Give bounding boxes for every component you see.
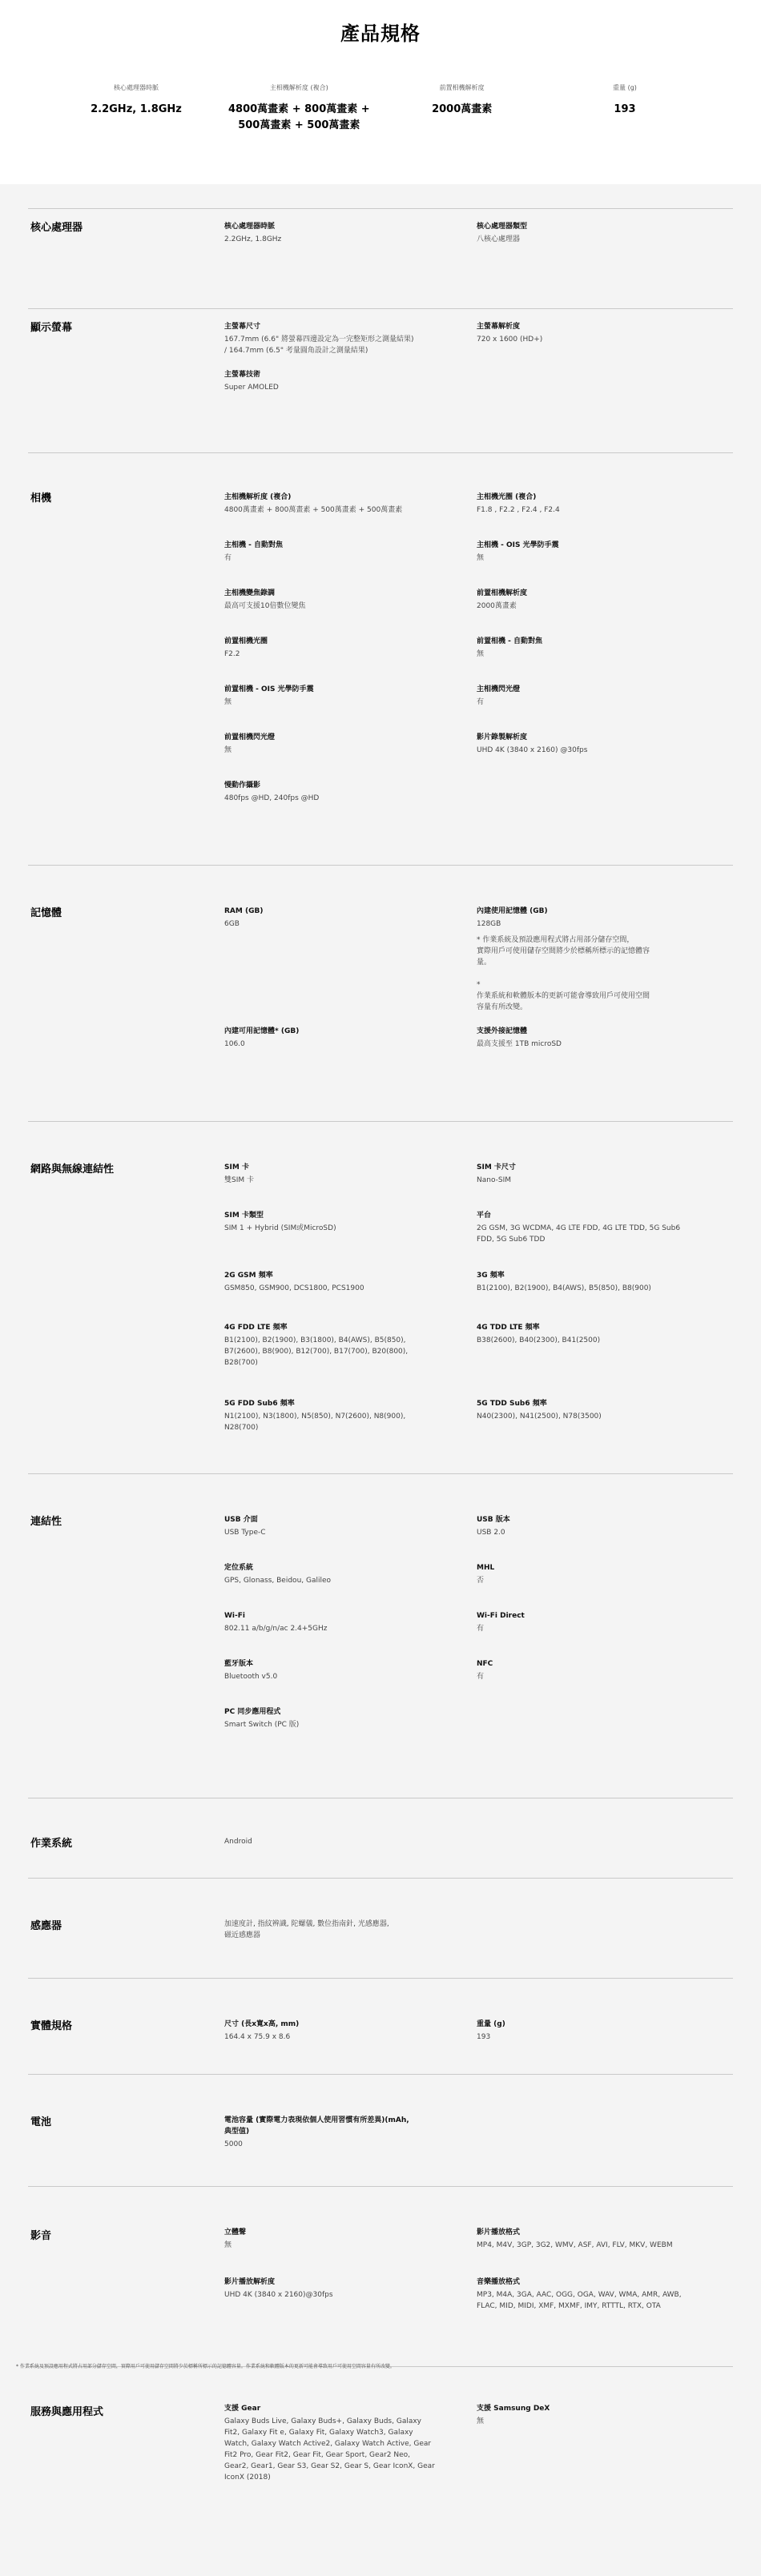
spec-item xyxy=(224,1162,465,1186)
highlight-value: 193 xyxy=(614,103,636,115)
spec-value: 2000萬畫素 xyxy=(477,602,517,610)
spec-value: MP3, M4A, 3GA, AAC, OGG, OGA, WAV, WMA, AMR, AWB, FLAC, MID, MIDI, XMF, MXMF, IMY, RTTTL, RTX, OTA xyxy=(477,2291,682,2310)
spec-value: 否 xyxy=(477,1577,485,1585)
highlight-label: 前置相機解析度 xyxy=(439,84,485,91)
section-title: 作業系統 xyxy=(30,1838,73,1850)
spec-value: 128GB xyxy=(477,920,501,928)
spec-item xyxy=(477,1270,717,1294)
spec-value: GPS, Glonass, Beidou, Galileo xyxy=(224,1577,332,1585)
spec-label: 主螢幕尺寸 xyxy=(224,323,261,331)
spec-value: B1(2100), B2(1900), B4(AWS), B5(850), B8(900) xyxy=(477,1284,651,1292)
spec-item xyxy=(477,933,717,968)
spec-label: 立體聲 xyxy=(224,2228,247,2236)
highlight-label: 重量 (g) xyxy=(613,84,637,91)
spec-value: 有 xyxy=(477,1673,485,1681)
spec-item xyxy=(477,1610,717,1634)
spec-value: 無 xyxy=(224,2241,232,2249)
spec-item xyxy=(224,732,465,756)
section-title: 核心處理器 xyxy=(30,222,83,234)
spec-value: 加速度計, 指紋辨識, 陀螺儀, 數位指南針, 光感應器, 磁近感應器 xyxy=(224,1920,389,1939)
spec-label: 慢動作攝影 xyxy=(224,782,261,790)
spec-label: 主相機 - 自動對焦 xyxy=(224,541,284,549)
spec-value: MP4, M4V, 3GP, 3G2, WMV, ASF, AVI, FLV, MKV, WEBM xyxy=(477,2241,673,2249)
highlight-label: 核心處理器時脈 xyxy=(114,84,159,91)
spec-item xyxy=(224,2227,465,2251)
highlight-value: 2000萬畫素 xyxy=(432,103,493,115)
section-display xyxy=(28,308,733,468)
spec-label: 主螢幕技術 xyxy=(224,371,261,379)
spec-label: 支援 Gear xyxy=(224,2405,261,2413)
spec-item xyxy=(477,1210,717,1245)
spec-value: 無 xyxy=(477,2417,485,2425)
section-title: 電池 xyxy=(30,2116,52,2128)
spec-label: 主相機解析度 (複合) xyxy=(224,493,292,501)
spec-label: 支援外接記憶體 xyxy=(477,1027,528,1035)
highlight-item xyxy=(545,83,705,184)
spec-label: 支援 Samsung DeX xyxy=(477,2405,550,2413)
spec-item xyxy=(477,1162,717,1186)
spec-label: 主相機光圈 (複合) xyxy=(477,493,537,501)
spec-label: 主相機 - OIS 光學防手震 xyxy=(477,541,559,549)
spec-item xyxy=(224,221,465,245)
spec-item xyxy=(224,1610,465,1634)
spec-item xyxy=(477,1026,717,1050)
section-connectivity xyxy=(28,1473,733,1762)
spec-label: 4G TDD LTE 頻率 xyxy=(477,1324,540,1332)
spec-value: Galaxy Buds Live, Galaxy Buds+, Galaxy Buds, Galaxy Fit2, Galaxy Fit e, Galaxy Fit, Galaxy Watch3, Galaxy Watch, Galaxy Watch Active2, Galaxy Watch Active, Gear Fit2 Pro, Gear Fit2, Gear Fit, Gear Sport, Gear2 Neo, Gear2, Gear1, Gear S3, Gear S2, Gear S, Gear IconX, Gear IconX (2018) xyxy=(224,2417,435,2482)
section-physical xyxy=(28,1978,733,2066)
spec-item xyxy=(224,1658,465,1682)
spec-value: 有 xyxy=(477,698,485,706)
spec-item xyxy=(477,1322,717,1346)
spec-item xyxy=(224,588,465,612)
spec-label: 核心處理器類型 xyxy=(477,223,528,231)
section-network xyxy=(28,1121,733,1473)
spec-item xyxy=(477,1398,717,1422)
spec-value: UHD 4K (3840 x 2160) @30fps xyxy=(477,746,588,754)
spec-item xyxy=(224,780,465,804)
spec-item xyxy=(224,1026,465,1050)
spec-item xyxy=(224,1562,465,1586)
spec-item xyxy=(477,2227,717,2251)
spec-value: SIM 1 + Hybrid (SIM或MicroSD) xyxy=(224,1224,336,1232)
disclaimer-footnote: * 作業系統及預設應用程式將占用部分儲存空間，實際用戶可使用儲存空間將少於標稱所標示的記憶體容量。作業系統和軟體版本的更新可能會導致用戶可使用空間容量有所改變。 xyxy=(16,2364,395,2369)
spec-item xyxy=(477,492,717,516)
spec-value: 4800萬畫素 + 800萬畫素 + 500萬畫素 + 500萬畫素 xyxy=(224,506,403,514)
spec-value: 無 xyxy=(477,650,485,658)
spec-value: 雙SIM 卡 xyxy=(224,1176,254,1184)
spec-label: 平台 xyxy=(477,1212,492,1220)
spec-value: Android xyxy=(224,1838,252,1846)
spec-value: Smart Switch (PC 版) xyxy=(224,1721,300,1729)
spec-item xyxy=(477,321,717,345)
spec-label: 前置相機 - 自動對焦 xyxy=(477,637,543,645)
spec-label: 3G 頻率 xyxy=(477,1272,505,1280)
spec-label: PC 同步應用程式 xyxy=(224,1708,281,1716)
spec-value: 有 xyxy=(224,554,232,562)
spec-value: USB Type-C xyxy=(224,1529,266,1537)
spec-label: SIM 卡類型 xyxy=(224,1212,264,1220)
spec-value: 最高可支援10倍數位變焦 xyxy=(224,602,306,610)
spec-item xyxy=(224,1835,465,1847)
spec-item xyxy=(224,369,465,393)
spec-label: 電池容量 (實際電力表現依個人使用習慣有所差異)(mAh, 典型值) xyxy=(224,2116,409,2136)
spec-label: USB 介面 xyxy=(224,1516,258,1524)
spec-item xyxy=(224,2019,465,2043)
spec-item xyxy=(477,540,717,564)
section-title: 網路與無線連結性 xyxy=(30,1163,115,1175)
spec-value: B1(2100), B2(1900), B3(1800), B4(AWS), B5(850), B7(2600), B8(900), B12(700), B17(700), B20(800), B28(700) xyxy=(224,1336,409,1367)
spec-label: 核心處理器時脈 xyxy=(224,223,276,231)
spec-label: 5G FDD Sub6 頻率 xyxy=(224,1400,295,1408)
spec-item xyxy=(477,1514,717,1538)
spec-value: 802.11 a/b/g/n/ac 2.4+5GHz xyxy=(224,1625,328,1633)
spec-label: 主相機閃光燈 xyxy=(477,685,521,693)
spec-item xyxy=(477,732,717,756)
section-title: 實體規格 xyxy=(30,2020,73,2032)
spec-value: USB 2.0 xyxy=(477,1529,505,1537)
section-title: 服務與應用程式 xyxy=(30,2406,104,2418)
spec-item xyxy=(224,1706,465,1730)
spec-label: 內建可用記憶體* (GB) xyxy=(224,1027,300,1035)
spec-item xyxy=(224,636,465,660)
spec-note: * 作業系統及預設應用程式將占用部分儲存空間， 實際用戶可使用儲存空間將少於標稱所標示的記憶體容 量。 xyxy=(477,936,650,967)
spec-item xyxy=(224,321,465,356)
spec-item xyxy=(224,1514,465,1538)
spec-item xyxy=(477,978,717,1013)
spec-label: NFC xyxy=(477,1660,493,1668)
spec-value: Super AMOLED xyxy=(224,384,279,392)
spec-label: 影片播放解析度 xyxy=(224,2278,276,2286)
spec-value: 5000 xyxy=(224,2140,243,2148)
spec-value: N1(2100), N3(1800), N5(850), N7(2600), N8(900), N28(700) xyxy=(224,1413,406,1432)
spec-note: * 作業系統和軟體版本的更新可能會導致用戶可使用空間 容量有所改變。 xyxy=(477,981,650,1011)
highlight-label: 主相機解析度 (複合) xyxy=(269,84,328,91)
spec-label: 藍牙版本 xyxy=(224,1660,254,1668)
spec-label: 前置相機光圈 xyxy=(224,637,268,645)
spec-label: 影片錄製解析度 xyxy=(477,733,528,741)
spec-highlights xyxy=(0,59,761,184)
spec-item xyxy=(224,540,465,564)
spec-value: B38(2600), B40(2300), B41(2500) xyxy=(477,1336,601,1344)
spec-item xyxy=(224,1270,465,1294)
spec-label: 前置相機解析度 xyxy=(477,589,528,597)
spec-value: 193 xyxy=(477,2033,491,2041)
spec-table xyxy=(0,184,761,2576)
highlight-value: 2.2GHz, 1.8GHz xyxy=(91,103,182,115)
section-title: 感應器 xyxy=(30,1920,62,1932)
spec-item xyxy=(224,684,465,708)
spec-label: 2G GSM 頻率 xyxy=(224,1272,273,1280)
spec-label: 主相機變焦錄調 xyxy=(224,589,276,597)
spec-item xyxy=(477,1658,717,1682)
spec-item xyxy=(224,906,465,930)
highlight-item xyxy=(219,83,379,184)
spec-value: 無 xyxy=(477,554,485,562)
spec-label: SIM 卡 xyxy=(224,1163,249,1171)
highlight-item xyxy=(382,83,542,184)
spec-label: Wi-Fi Direct xyxy=(477,1612,525,1620)
spec-label: 前置相機 - OIS 光學防手震 xyxy=(224,685,314,693)
spec-value: Bluetooth v5.0 xyxy=(224,1673,278,1681)
spec-label: 尺寸 (長x寬x高, mm) xyxy=(224,2020,300,2028)
spec-value: 八核心處理器 xyxy=(477,235,521,243)
spec-item xyxy=(224,2403,465,2483)
highlight-item xyxy=(56,83,216,184)
spec-value: 最高支援至 1TB microSD xyxy=(477,1040,562,1048)
section-title: 影音 xyxy=(30,2230,52,2242)
spec-item xyxy=(477,1562,717,1586)
spec-item xyxy=(477,684,717,708)
section-camera xyxy=(28,452,733,821)
section-title: 記憶體 xyxy=(30,907,62,919)
spec-value: 164.4 x 75.9 x 8.6 xyxy=(224,2033,291,2041)
spec-item xyxy=(477,2403,717,2427)
spec-label: 內建使用記憶體 (GB) xyxy=(477,907,548,915)
spec-label: 前置相機閃光燈 xyxy=(224,733,276,741)
section-title: 相機 xyxy=(30,492,52,504)
spec-value: 無 xyxy=(224,746,232,754)
spec-item xyxy=(224,2277,465,2301)
spec-label: RAM (GB) xyxy=(224,907,264,915)
spec-value: 480fps @HD, 240fps @HD xyxy=(224,794,320,802)
spec-label: 音樂播放格式 xyxy=(477,2278,521,2286)
spec-item xyxy=(477,906,717,930)
spec-label: 主螢幕解析度 xyxy=(477,323,521,331)
spec-value: UHD 4K (3840 x 2160)@30fps xyxy=(224,2291,333,2299)
spec-label: 4G FDD LTE 頻率 xyxy=(224,1324,288,1332)
section-sensors xyxy=(28,1878,733,1966)
spec-value: 106.0 xyxy=(224,1040,245,1048)
spec-item xyxy=(477,588,717,612)
spec-item xyxy=(224,492,465,516)
spec-label: Wi-Fi xyxy=(224,1612,245,1620)
spec-item xyxy=(477,636,717,660)
spec-value: N40(2300), N41(2500), N78(3500) xyxy=(477,1413,602,1421)
spec-value: GSM850, GSM900, DCS1800, PCS1900 xyxy=(224,1284,364,1292)
spec-item xyxy=(477,221,717,245)
spec-label: 5G TDD Sub6 頻率 xyxy=(477,1400,547,1408)
section-cpu xyxy=(28,208,733,288)
spec-item xyxy=(224,1398,465,1433)
spec-item xyxy=(224,1322,465,1368)
section-audio xyxy=(28,2186,733,2322)
spec-value: 2.2GHz, 1.8GHz xyxy=(224,235,282,243)
spec-label: 重量 (g) xyxy=(477,2020,505,2028)
spec-value: 720 x 1600 (HD+) xyxy=(477,336,543,344)
spec-value: 無 xyxy=(224,698,232,706)
highlight-value: 4800萬畫素 + 800萬畫素 + 500萬畫素 + 500萬畫素 xyxy=(227,103,370,131)
spec-label: 定位系統 xyxy=(224,1564,254,1572)
spec-label: MHL xyxy=(477,1564,495,1572)
spec-item xyxy=(224,1917,465,1941)
spec-value: 6GB xyxy=(224,920,240,928)
section-title: 顯示螢幕 xyxy=(30,322,73,334)
spec-label: 影片播放格式 xyxy=(477,2228,521,2236)
spec-label: USB 版本 xyxy=(477,1516,510,1524)
spec-item xyxy=(477,2277,717,2312)
section-os xyxy=(28,1798,733,1878)
spec-value: Nano-SIM xyxy=(477,1176,512,1184)
spec-item xyxy=(224,2115,497,2150)
section-memory xyxy=(28,865,733,1105)
spec-value: F1.8 , F2.2 , F2.4 , F2.4 xyxy=(477,506,560,514)
spec-value: 有 xyxy=(477,1625,485,1633)
spec-item xyxy=(477,2019,717,2043)
spec-item xyxy=(224,1210,465,1234)
spec-label: SIM 卡尺寸 xyxy=(477,1163,516,1171)
spec-value: 2G GSM, 3G WCDMA, 4G LTE FDD, 4G LTE TDD, 5G Sub6 FDD, 5G Sub6 TDD xyxy=(477,1224,681,1244)
section-battery xyxy=(28,2074,733,2162)
page-title: 產品規格 xyxy=(340,22,421,45)
section-services xyxy=(28,2366,733,2526)
spec-value: F2.2 xyxy=(224,650,240,658)
section-title: 連結性 xyxy=(30,1516,62,1528)
spec-value: 167.7mm (6.6" 將螢幕四邊設定為一完整矩形之測量結果) / 164.7mm (6.5" 考量圓角設計之測量結果) xyxy=(224,336,414,355)
